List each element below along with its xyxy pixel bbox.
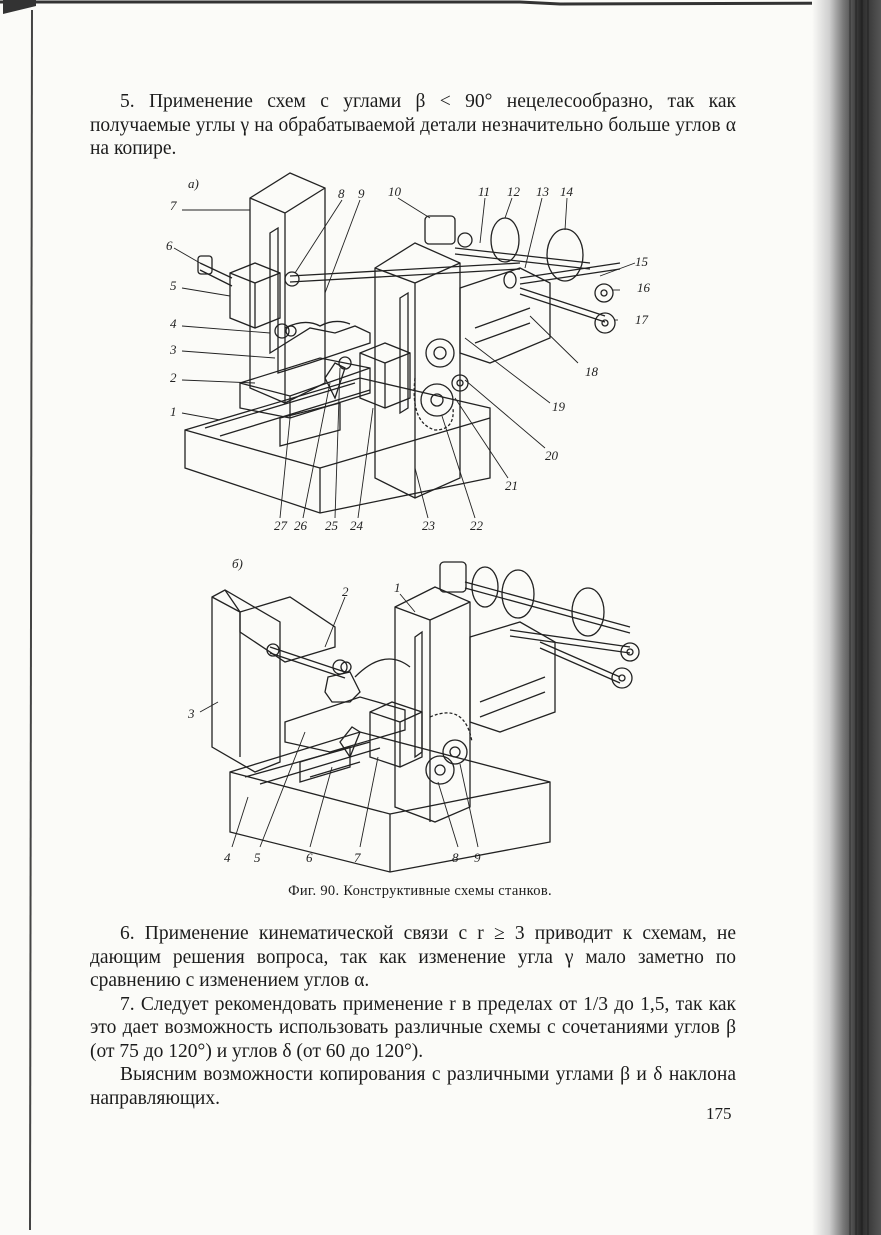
machine-diagram-b [160, 552, 680, 877]
part-number: 16 [637, 280, 650, 295]
part-number: 2 [170, 370, 177, 385]
body-text [90, 922, 736, 1110]
part-number: 6 [166, 238, 173, 253]
part-number: 11 [478, 184, 491, 199]
paragraph-5-text: 5. Применение схем с углами β < 90° нецелесообразно, так как получаемые углы γ на обрабатываемой детали незначительно больше углов α на копире. [90, 91, 736, 159]
machine-diagram-a [160, 168, 680, 548]
part-number: 5 [254, 850, 261, 865]
part-number: 8 [452, 850, 459, 865]
part-number: 19 [552, 399, 565, 414]
part-number: 2 [342, 584, 349, 599]
part-number: 15 [635, 254, 648, 269]
part-number: 9 [358, 186, 365, 201]
figure-a [160, 168, 680, 548]
panel-a-label: а) [188, 176, 199, 191]
part-number: 1 [170, 404, 177, 419]
panel-b-label: б) [232, 556, 243, 571]
part-number: 26 [294, 518, 307, 533]
page-number: 175 [706, 1104, 732, 1123]
part-number: 24 [350, 518, 363, 533]
part-number: 6 [306, 850, 313, 865]
scan-top-edge [0, 0, 881, 12]
part-number: 18 [585, 364, 598, 379]
part-number: 22 [470, 518, 483, 533]
part-number: 3 [188, 706, 195, 721]
part-number: 13 [536, 184, 549, 199]
figure-caption: Фиг. 90. Конструктивные схемы станков. [288, 883, 552, 899]
part-number: 7 [170, 198, 177, 213]
part-number: 25 [325, 518, 338, 533]
part-number: 17 [635, 312, 648, 327]
part-number: 14 [560, 184, 573, 199]
part-number: 4 [170, 316, 177, 331]
part-number: 10 [388, 184, 401, 199]
part-number: 23 [422, 518, 435, 533]
part-number: 3 [170, 342, 177, 357]
paragraph-8: Выясним возможности копирования с различными углами β и δ наклона направляющих. [90, 1064, 736, 1109]
part-number: 4 [224, 850, 231, 865]
part-number: 9 [474, 850, 481, 865]
part-number: 1 [394, 580, 401, 595]
figure-b [160, 552, 680, 877]
scan-left-edge [0, 0, 40, 1235]
book-spine-shadow [812, 0, 881, 1235]
part-number: 21 [505, 478, 518, 493]
part-number: 8 [338, 186, 345, 201]
part-number: 27 [274, 518, 287, 533]
part-number: 20 [545, 448, 558, 463]
part-number: 12 [507, 184, 520, 199]
paragraph-6: 6. Применение кинематической связи с r ≥ 3 приводит к схемам, не дающим решения вопроса, так как изменение угла γ мало заметно по сравнению с изменением углов α. [90, 923, 736, 991]
paragraph-5 [90, 90, 736, 161]
part-number: 5 [170, 278, 177, 293]
part-number: 7 [354, 850, 361, 865]
paragraph-7: 7. Следует рекомендовать применение r в пределах от 1/3 до 1,5, так как это дает возможность использовать различные схемы с сочетаниями углов β (от 75 до 120°) и углов δ (от 60 до 120°). [90, 993, 736, 1062]
